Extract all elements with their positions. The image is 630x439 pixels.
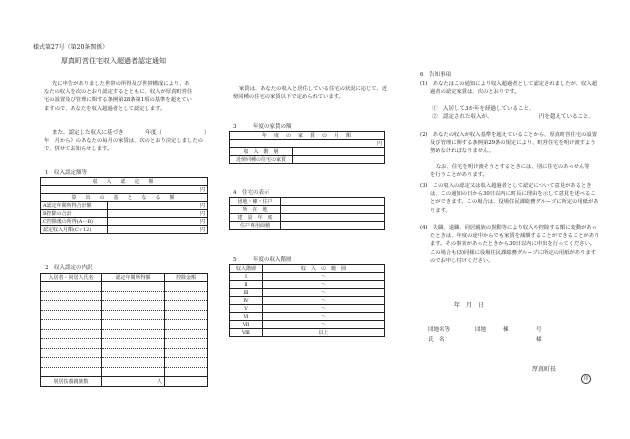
bracket-range: ～ <box>263 313 385 321</box>
table-row <box>41 339 208 349</box>
housing-area-label: 住戸専用面積 <box>230 222 281 230</box>
table-row <box>41 301 208 311</box>
income-yen: 円 <box>41 186 208 194</box>
item-c-unit: 円 <box>108 218 208 226</box>
notice-4: (4) 失職、退職、同居親族の異動等により収入や控除する額に変動があったときは、年度の途中からでも家賃を減額することができることがあります。その事実があったときから30日以内に申出を行ってください。この場合も(3)同様に役場住民課総務グループに所定の用紙がありますのでお申し付けください。 <box>420 225 600 264</box>
honorific: 様 <box>536 337 542 343</box>
col-income: 認定年間所得額 <box>102 274 165 282</box>
seal-text: 印 <box>581 374 591 384</box>
bracket-level: Ⅷ <box>230 329 263 337</box>
notice-1: (1) あなたはこの通知により収入超過者として認定されましたが、収入超過者の認定家賃は、次のとおりです。 <box>420 81 598 96</box>
item-d-unit: 円 <box>108 226 208 234</box>
notice-1-sub2a: ② 認定された収入が、 <box>432 114 493 120</box>
income-table <box>40 177 208 234</box>
bracket-level: Ⅰ <box>230 273 263 281</box>
rent-intro: 家賃は、あなたの収入と居住している住宅の状況に応じて、近傍同種の住宅の家賃以下で定められています。 <box>233 86 388 101</box>
table-row <box>41 329 208 339</box>
bracket-range-last: 以上 <box>263 329 385 337</box>
table-row <box>41 348 208 358</box>
section1-heading: 1 収入認定額等 <box>45 170 87 176</box>
section3-heading: 3 年度の家賃の額 <box>233 124 292 130</box>
notice-1-sub2b: 円を超えていること。 <box>539 114 595 120</box>
item-b-unit: 円 <box>108 210 208 218</box>
bracket-range: ～ <box>263 321 385 329</box>
dependents-unit: 人 <box>102 377 165 387</box>
unit-label: 号 <box>536 327 542 333</box>
bracket-range: ～ <box>263 289 385 297</box>
bracket-range: ～ <box>263 297 385 305</box>
housing-complex-label: 団地・棟・住戸 <box>230 198 281 206</box>
intro-line1: また、認定した収入に基づき 年度（ <box>52 130 163 136</box>
income-label: 収 入 認 定 額 <box>41 178 208 186</box>
bracket-level: Ⅲ <box>230 289 263 297</box>
section5-heading: 5 年度の収入階層 <box>233 257 292 263</box>
table-row <box>41 367 208 377</box>
issuer: 厚真町長 <box>532 366 557 373</box>
item-a-unit: 円 <box>108 202 208 210</box>
bracket-range: ～ <box>263 273 385 281</box>
item-b-label: B控除の合計 <box>41 210 108 218</box>
seal-stamp <box>581 365 591 384</box>
rent-header: 年 度 の 家 賃 の 月 額 <box>230 132 385 140</box>
table-row <box>41 358 208 368</box>
income-bracket-table <box>229 264 385 337</box>
section2-heading: 2 収入認定の内訳 <box>45 265 93 271</box>
nearby-rent-label: 近傍同種の住宅の家賃 <box>230 156 293 164</box>
form-number: 様式第27号（第20条関係） <box>33 44 109 51</box>
bracket-range: ～ <box>263 305 385 313</box>
intro-close-paren: ） <box>204 130 210 136</box>
rent-table <box>229 131 385 164</box>
table-row <box>41 320 208 330</box>
name-label: 氏 名 <box>428 337 445 343</box>
complex-no: 団地 <box>475 327 487 333</box>
complex-label: 団地名等 <box>428 327 451 333</box>
item-a-label: A認定年間所得合計額 <box>41 202 108 210</box>
item-c-label: C控除後の所得(A－B) <box>41 218 108 226</box>
housing-year-label: 建 設 年 度 <box>230 214 281 222</box>
table-row <box>41 291 208 301</box>
basis-label: 算 出 の 基 と な る 額 <box>41 194 208 202</box>
intro-line2: 年 月から）のあなたの毎月の家賃は、次のとおり決定しましたので、併せてお知らせします。 <box>44 138 203 153</box>
breakdown-table <box>40 273 208 387</box>
section4-heading: 4 住宅の表示 <box>233 190 270 196</box>
bracket-level: Ⅶ <box>230 321 263 329</box>
housing-address-label: 所 在 地 <box>230 206 281 214</box>
notice-3: (3) この収入の認定又は収入超過者として認定について意見があるときは、この通知の日から30日以内に町長に理由を示して意見を述べることができます。この場合は、役場住民課総務グループに所定の用紙があります。 <box>420 183 599 214</box>
col-name: 入居者・同居人氏名 <box>41 274 102 282</box>
bracket-level: Ⅵ <box>230 313 263 321</box>
dependents-label: 別居扶養親族数 <box>41 377 102 387</box>
building-label: 棟 <box>503 327 509 333</box>
issue-date: 年 月 日 <box>454 302 485 309</box>
bracket-level: Ⅳ <box>230 297 263 305</box>
income-level-label: 収 入 階 層 <box>230 148 293 156</box>
section6-heading: 6 告知事項 <box>420 72 451 78</box>
document-title: 厚真町営住宅収入超過者認定通知 <box>61 57 166 65</box>
notice-1-sub1: ① 入居して3か年を経過していること。 <box>432 106 535 112</box>
item-d-label: 認定収入月額(C÷12) <box>41 226 108 234</box>
rent-yen: 円 <box>230 140 385 148</box>
housing-table <box>229 197 385 230</box>
col-deduction: 控除金額 <box>165 274 208 282</box>
table-row <box>41 282 208 292</box>
notice-2-note: なお、住宅を明け渡そうとするときには、別に住宅のあっせん等を行うことがあります。 <box>430 164 590 179</box>
table-row <box>41 310 208 320</box>
bracket-col-level: 収入階層 <box>230 265 263 273</box>
bracket-range: ～ <box>263 281 385 289</box>
intro-paragraph: 先に申告がありました世帯の所得及び世帯構成により、あなたの収入を次のとおり認定するとともに、収入が厚真町営住宅の設置及び管理に関する条例第28条第1項の基準を超えていますので、あなたを収入超過者として認定します。 <box>44 81 193 112</box>
bracket-level: Ⅱ <box>230 281 263 289</box>
notice-2: (2) あなたの収入が収入基準を超えていることから、厚真町営住宅の設置及び管理に関する条例第29条の規定により、町営住宅を明け渡すよう努めなければなりません。 <box>420 132 598 155</box>
bracket-col-range: 収 入 の 範 囲 <box>263 265 385 273</box>
bracket-level: Ⅴ <box>230 305 263 313</box>
